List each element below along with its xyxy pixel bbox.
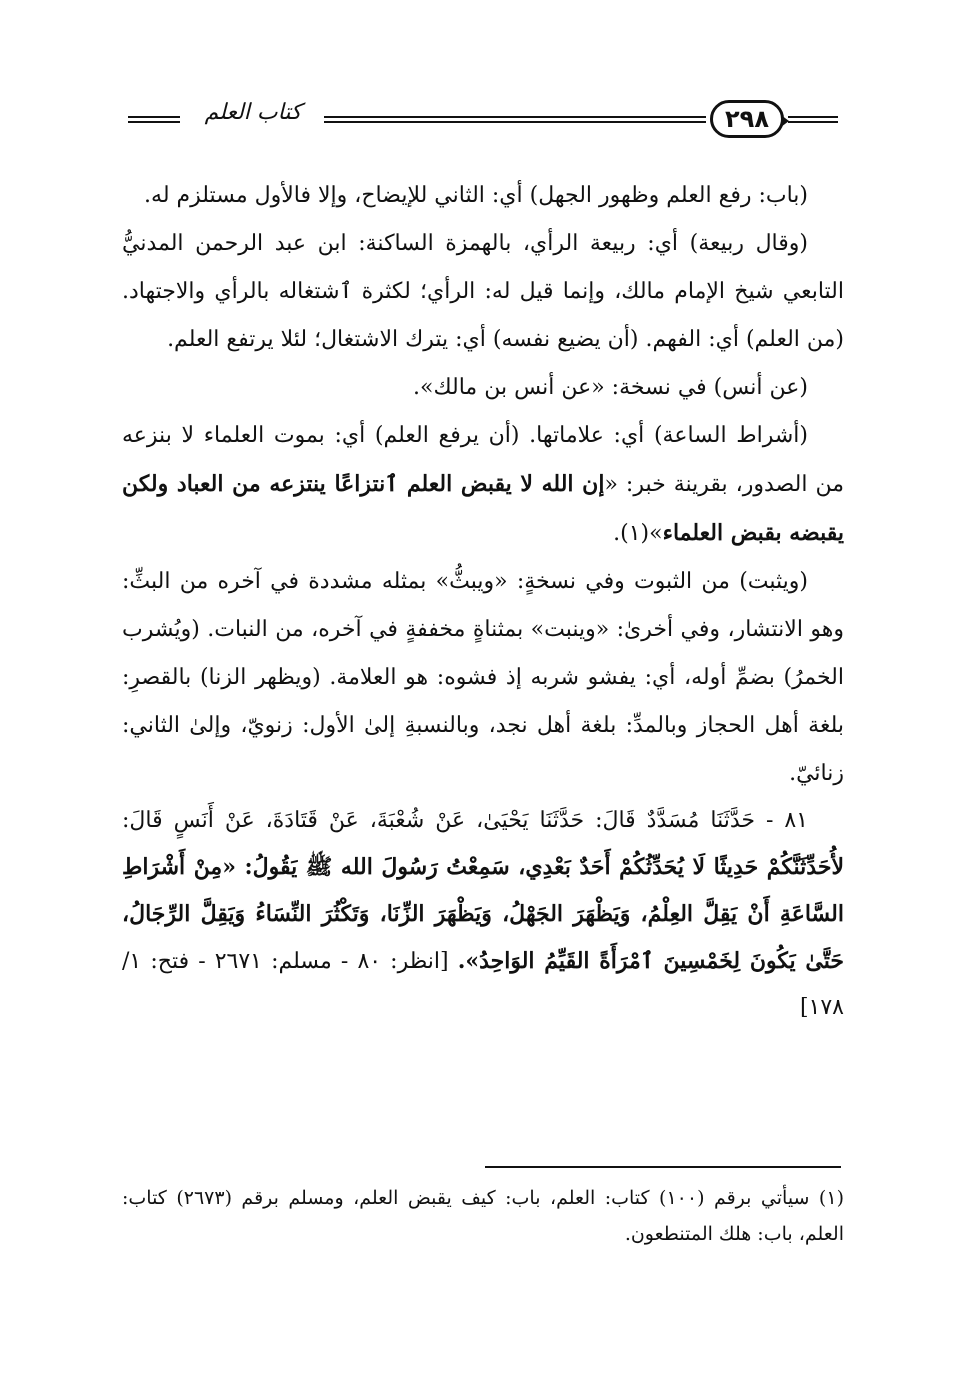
header-rule-middle: [324, 116, 706, 126]
quoted-hadith-bold: إن الله لا يقبض العلم ٱنتزاعًا ينتزعه من العباد ولكن يقبضه بقبض العلماء: [122, 471, 844, 546]
hadith-matn: لأُحَدِّثَنَّكُمْ حَدِيثًا لَا يُحَدِّثُكُمْ أَحَدٌ بَعْدِي، سَمِعْتُ رَسُولَ الله ﷺ يَقُولُ: «مِنْ أَشْرَاطِ السَّاعَةِ أَنْ يَقِلَّ العِلْمُ، وَيَظْهَرَ الجَهْلُ، وَيَظْهَرَ الزِّنَا، وَتَكْثُرَ النِّسَاءُ وَيَقِلَّ الرِّجَالُ، حَتَّىٰ يَكُونَ لِخَمْسِينَ ٱمْرَأَةً القَيِّمُ الوَاحِدُ».: [122, 854, 844, 974]
header-rule-left: [128, 116, 180, 126]
main-text: [122, 172, 844, 1031]
footnotes: [122, 1180, 844, 1252]
ashrat-end: »(١).: [613, 521, 663, 546]
hadith-reference: [انظر: ٨٠ - مسلم: ٢٦٧١ - فتح: ١/ ١٧٨]: [122, 949, 844, 1020]
paragraph-ashrat: [122, 412, 844, 558]
chapter-title: كتاب العلم: [204, 100, 302, 125]
hadith-number: ٨١: [784, 808, 808, 833]
paragraph-bab: (باب: رفع العلم وظهور الجهل) أي: الثاني للإيضاح، وإلا فالأول مستلزم له.: [144, 183, 808, 208]
paragraph-anas: (عن أنس) في نسخة: «عن أنس بن مالك».: [413, 375, 808, 400]
hadith-isnad: - حَدَّثَنَا مُسَدَّدٌ قَالَ: حَدَّثَنَا يَحْيَىٰ، عَنْ شُعْبَةَ، عَنْ قَتَادَةَ، عَنْ أَنَسٍ قَالَ:: [122, 808, 774, 833]
footnote-1: (١) سيأتي برقم (١٠٠) كتاب: العلم، باب: كيف يقبض العلم، ومسلم برقم (٢٦٧٣) كتاب: العلم، باب: هلك المتنطعون.: [122, 1187, 844, 1245]
ashrat-text: (أشراط الساعة) أي: علاماتها. (أن يرفع العلم) أي: بموت العلماء لا بنزعه من الصدور، بقرينة خبر: «: [122, 423, 844, 497]
page-number: ٢٩٨: [710, 100, 784, 138]
footnote-separator: [485, 1166, 841, 1168]
hadith-81: [122, 798, 844, 1031]
header-rule-right: [788, 116, 838, 126]
paragraph-rabiah: (وقال ربيعة) أي: ربيعة الرأي، بالهمزة الساكنة: ابن عبد الرحمن المدنيُّ التابعي شيخ الإمام مالك، وإنما قيل له: الرأي؛ لكثرة ٱشتغاله بالرأي والاجتهاد. (من العلم) أي: الفهم. (أن يضيع نفسه) أي: يترك الاشتغال؛ لئلا يرتفع العلم.: [122, 231, 844, 352]
paragraph-yathbut: (ويثبت) من الثبوت وفي نسخةٍ: «ويبثُّ» بمثله مشددة في آخره من البثِّ: وهو الانتشار، وفي أخرىٰ: «وينبت» بمثناةٍ مخففةٍ في آخره، من النبات. (ويُشرب الخمرُ) بضمِّ أوله، أي: يفشو شربه إذ فشوه: هو العلامة. (ويظهر الزنا) بالقصرِ: بلغة أهل الحجاز وبالمدِّ: بلغة أهل نجد، وبالنسبةِ إلىٰ الأول: زنويّ، وإلىٰ الثاني: زنائيّ.: [122, 569, 844, 786]
page-header: [128, 96, 838, 144]
